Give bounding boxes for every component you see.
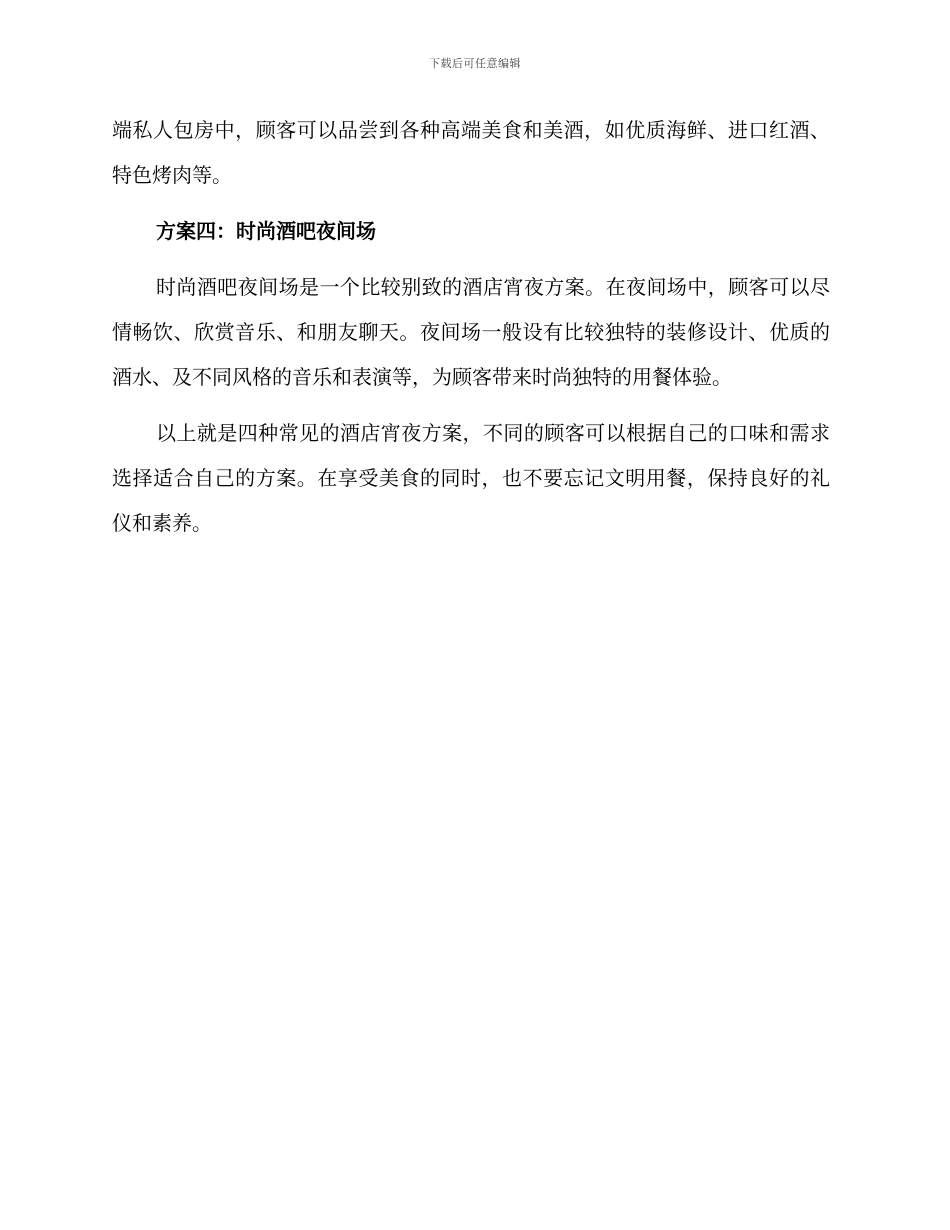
page-header: 下载后可任意编辑: [429, 57, 521, 70]
paragraph-conclusion: 以上就是四种常见的酒店宵夜方案，不同的顾客可以根据自己的口味和需求选择适合自己的方案。在享受美食的同时，也不要忘记文明用餐，保持良好的礼仪和素养。: [112, 421, 830, 535]
document-body: [112, 108, 830, 557]
section-heading: 方案四：时尚酒吧夜间场: [156, 219, 376, 243]
paragraph-continuation: 端私人包房中，顾客可以品尝到各种高端美食和美酒，如优质海鲜、进口红酒、特色烤肉等。: [112, 118, 830, 187]
paragraph-bar-description: 时尚酒吧夜间场是一个比较别致的酒店宵夜方案。在夜间场中，顾客可以尽情畅饮、欣赏音乐、和朋友聊天。夜间场一般设有比较独特的装修设计、优质的酒水、及不同风格的音乐和表演等，为顾客带来时尚独特的用餐体验。: [112, 275, 830, 389]
